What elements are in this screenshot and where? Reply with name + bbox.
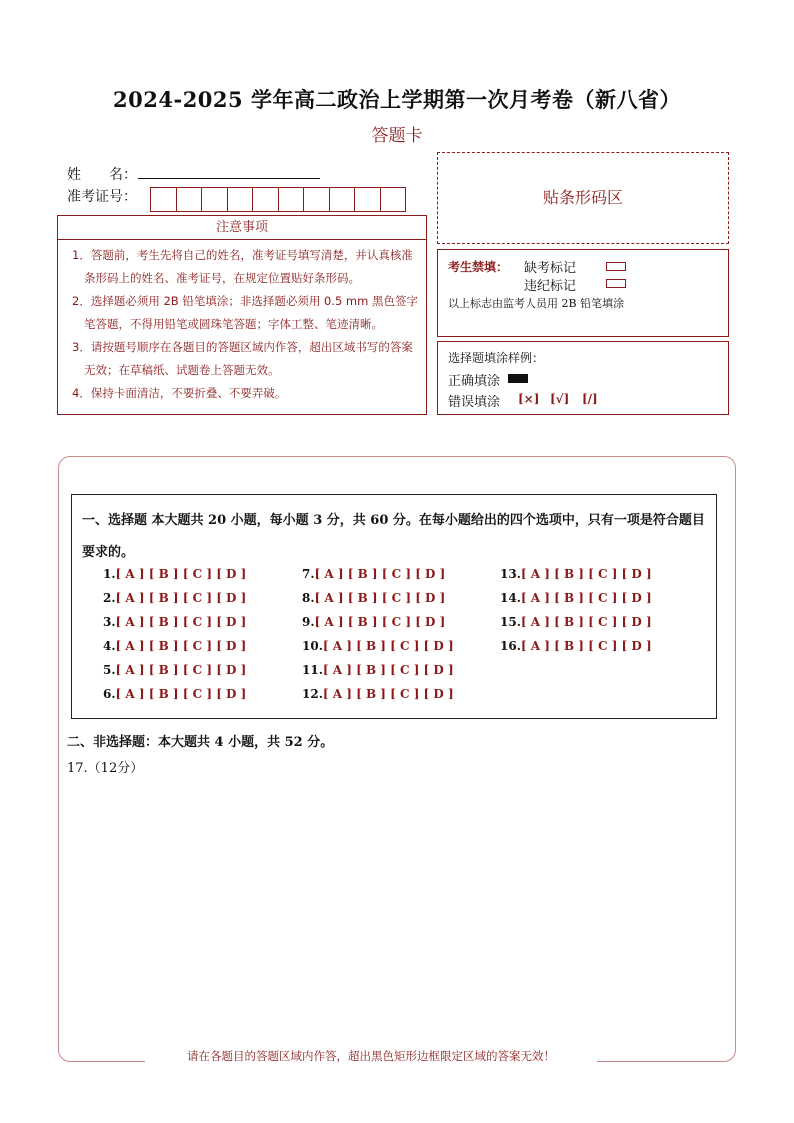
notice-item: 1．答题前，考生先将自己的姓名，准考证号填写清楚，并认真核准条形码上的姓名、准考证号，在规定位置贴好条形码。 (72, 248, 413, 285)
answer-options[interactable]: [ A ] [ B ] [ C ] [ D ] (520, 615, 652, 629)
wrong-mark-slash: [/] (582, 392, 598, 406)
wrong-mark-cross: [×] (518, 392, 540, 406)
notice-item: 3．请按题号顺序在各题目的答题区域内作答，超出区域书写的答案无效；在草稿纸、试题卷上答题无效。 (72, 340, 413, 377)
id-digit-box[interactable] (329, 187, 356, 212)
question-number: 9. (302, 615, 315, 629)
question-6 (103, 687, 246, 701)
question-13 (500, 567, 652, 581)
question-number: 3. (103, 615, 116, 629)
answer-options[interactable]: [ A ] [ B ] [ C ] [ D ] (115, 663, 247, 677)
footer-warning: 请在各题目的答题区域内作答，超出黑色矩形边框限定区域的答案无效！ (187, 1049, 555, 1063)
example-title: 选择题填涂样例： (448, 351, 545, 365)
answer-options[interactable]: [ A ] [ B ] [ C ] [ D ] (520, 567, 652, 581)
section1-heading: 一、选择题 本大题共 20 小题，每小题 3 分，共 60 分。在每小题给出的四个选项中，只有一项是符合题目要求的。 (82, 513, 705, 560)
id-digit-box[interactable] (354, 187, 381, 212)
correct-fill-label: 正确填涂 (448, 374, 501, 389)
question-number: 11. (302, 663, 323, 677)
notice-heading: 注意事项 (58, 216, 426, 240)
forbidden-title: 考生禁填： (448, 260, 509, 274)
wrong-fill-label: 错误填涂 (448, 395, 501, 410)
question-16 (500, 639, 652, 653)
page-title: 2024-2025 学年高二政治上学期第一次月考卷（新八省） (113, 87, 681, 112)
answer-options[interactable]: [ A ] [ B ] [ C ] [ D ] (115, 591, 247, 605)
absent-mark-box[interactable] (606, 262, 626, 271)
notice-panel (57, 215, 427, 415)
section2-heading: 二、非选择题：本大题共 4 小题，共 52 分。 (67, 735, 334, 750)
answer-options[interactable]: [ A ] [ B ] [ C ] [ D ] (314, 615, 446, 629)
answer-options[interactable]: [ A ] [ B ] [ C ] [ D ] (520, 591, 652, 605)
id-digit-box[interactable] (150, 187, 177, 212)
forbidden-note: 以上标志由监考人员用 2B 铅笔填涂 (448, 297, 625, 310)
id-digit-box[interactable] (252, 187, 279, 212)
violation-mark-box[interactable] (606, 279, 626, 288)
id-digit-box[interactable] (278, 187, 305, 212)
question-number: 7. (302, 567, 315, 581)
question-1 (103, 567, 246, 581)
question-number: 4. (103, 639, 116, 653)
question-number: 6. (103, 687, 116, 701)
id-digit-box[interactable] (303, 187, 330, 212)
question-10 (302, 639, 454, 653)
barcode-area: 贴条形码区 (437, 152, 729, 244)
question-number: 16. (500, 639, 521, 653)
question-9 (302, 615, 445, 629)
question-2 (103, 591, 246, 605)
question-number: 12. (302, 687, 323, 701)
page-subtitle: 答题卡 (371, 126, 423, 146)
question-5 (103, 663, 246, 677)
question-number: 2. (103, 591, 116, 605)
question-17-answer-area[interactable] (67, 782, 727, 1042)
question-7 (302, 567, 445, 581)
answer-options[interactable]: [ A ] [ B ] [ C ] [ D ] (322, 687, 454, 701)
question-number: 14. (500, 591, 521, 605)
id-digit-box[interactable] (227, 187, 254, 212)
violation-label: 违纪标记 (524, 279, 577, 294)
forbidden-panel (437, 249, 729, 337)
question-number: 10. (302, 639, 323, 653)
fill-example-panel (437, 341, 729, 415)
question-14 (500, 591, 652, 605)
question-11 (302, 663, 454, 677)
absent-label: 缺考标记 (524, 261, 577, 276)
answer-options[interactable]: [ A ] [ B ] [ C ] [ D ] (115, 615, 247, 629)
question-12 (302, 687, 454, 701)
question-3 (103, 615, 246, 629)
question-15 (500, 615, 652, 629)
question-4 (103, 639, 246, 653)
answer-options[interactable]: [ A ] [ B ] [ C ] [ D ] (322, 663, 454, 677)
question-17-label: 17.（12分） (67, 761, 144, 776)
multiple-choice-box (71, 494, 717, 719)
id-label: 准考证号： (67, 189, 137, 205)
question-number: 15. (500, 615, 521, 629)
answer-options[interactable]: [ A ] [ B ] [ C ] [ D ] (314, 591, 446, 605)
notice-item: 2．选择题必须用 2B 铅笔填涂；非选择题必须用 0.5 mm 黑色签字笔答题，不得用铅笔或圆珠笔答题；字体工整、笔迹清晰。 (72, 294, 418, 331)
name-field[interactable] (138, 178, 320, 179)
answer-options[interactable]: [ A ] [ B ] [ C ] [ D ] (314, 567, 446, 581)
answer-options[interactable]: [ A ] [ B ] [ C ] [ D ] (322, 639, 454, 653)
notice-item: 4．保持卡面清洁，不要折叠、不要弄破。 (72, 386, 287, 400)
id-digit-box[interactable] (380, 187, 407, 212)
filled-mark-icon (508, 374, 528, 383)
question-number: 1. (103, 567, 116, 581)
wrong-mark-check: [√] (550, 392, 570, 406)
question-number: 8. (302, 591, 315, 605)
question-number: 13. (500, 567, 521, 581)
answer-options[interactable]: [ A ] [ B ] [ C ] [ D ] (520, 639, 652, 653)
answer-options[interactable]: [ A ] [ B ] [ C ] [ D ] (115, 567, 247, 581)
exam-id-boxes[interactable] (150, 187, 405, 212)
answer-options[interactable]: [ A ] [ B ] [ C ] [ D ] (115, 639, 247, 653)
id-digit-box[interactable] (176, 187, 203, 212)
answer-options[interactable]: [ A ] [ B ] [ C ] [ D ] (115, 687, 247, 701)
question-8 (302, 591, 445, 605)
id-digit-box[interactable] (201, 187, 228, 212)
question-number: 5. (103, 663, 116, 677)
name-label: 姓 名： (67, 167, 137, 183)
